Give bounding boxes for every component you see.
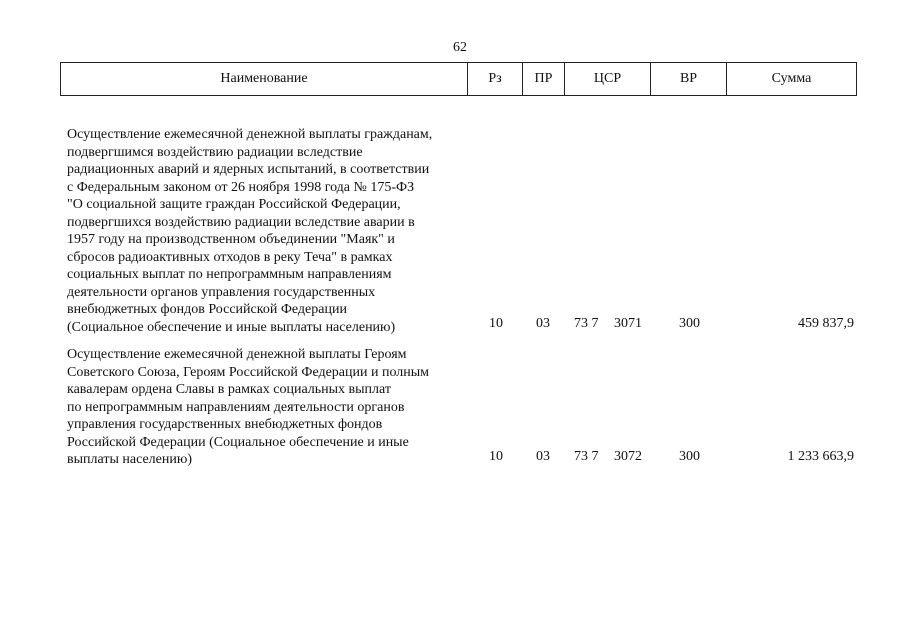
description-line: по непрограммным направлениям деятельности органов bbox=[67, 399, 405, 415]
cell-sum: 1 233 663,9 bbox=[787, 449, 854, 464]
cell-csr-direction: 3071 bbox=[614, 316, 642, 331]
cell-pr: 03 bbox=[536, 449, 550, 464]
description-line: Осуществление ежемесячной денежной выплаты Героям bbox=[67, 347, 407, 362]
cell-csr-program: 73 7 bbox=[574, 449, 599, 464]
description-line: кавалерам ордена Славы в рамках социальных выплат bbox=[67, 382, 392, 397]
cell-csr-program: 73 7 bbox=[574, 316, 599, 331]
description-line: Осуществление ежемесячной денежной выплаты гражданам, bbox=[67, 127, 433, 142]
page-number: 62 bbox=[453, 40, 467, 55]
description-line: Российской Федерации (Социальное обеспечение и иные bbox=[67, 434, 409, 450]
cell-vr: 300 bbox=[679, 316, 700, 331]
cell-vr: 300 bbox=[679, 449, 700, 464]
cell-rz: 10 bbox=[489, 449, 503, 464]
description-line: внебюджетных фондов Российской Федерации bbox=[67, 302, 347, 317]
cell-rz: 10 bbox=[489, 316, 503, 331]
column-header-pr: ПР bbox=[522, 63, 564, 95]
column-header-rz: Рз bbox=[467, 63, 522, 95]
table-header bbox=[60, 62, 857, 96]
description-line: 1957 году на производственном объединении "Маяк" и bbox=[67, 232, 395, 247]
description-line: управления государственных внебюджетных фондов bbox=[67, 417, 383, 432]
description-line: сбросов радиоактивных отходов в реку Теча" в рамках bbox=[67, 249, 393, 265]
cell-sum: 459 837,9 bbox=[798, 316, 854, 331]
description-line: социальных выплат по непрограммным направлениям bbox=[67, 267, 392, 282]
description-line: с Федеральным законом от 26 ноября 1998 года № 175-ФЗ bbox=[67, 179, 415, 195]
cell-pr: 03 bbox=[536, 316, 550, 331]
description-line: радиационных аварий и ядерных испытаний, в соответствии bbox=[67, 162, 430, 177]
cell-csr-direction: 3072 bbox=[614, 449, 642, 464]
column-header-sum: Сумма bbox=[726, 63, 856, 95]
row-description bbox=[67, 346, 477, 469]
description-line: подвергшихся воздействию радиации вследствие аварии в bbox=[67, 214, 415, 230]
description-line: выплаты населению) bbox=[67, 452, 192, 467]
column-header-vr: ВР bbox=[650, 63, 726, 95]
description-line: деятельности органов управления государственных bbox=[67, 284, 376, 300]
description-line: "О социальной защите граждан Российской Федерации, bbox=[67, 197, 401, 212]
description-line: (Социальное обеспечение и иные выплаты населению) bbox=[67, 319, 396, 335]
column-header-csr: ЦСР bbox=[564, 63, 650, 95]
description-line: подвергшимся воздействию радиации вследствие bbox=[67, 144, 363, 160]
row-description bbox=[67, 126, 477, 336]
description-line: Советского Союза, Героям Российской Федерации и полным bbox=[67, 364, 430, 380]
column-header-name: Наименование bbox=[220, 71, 308, 86]
